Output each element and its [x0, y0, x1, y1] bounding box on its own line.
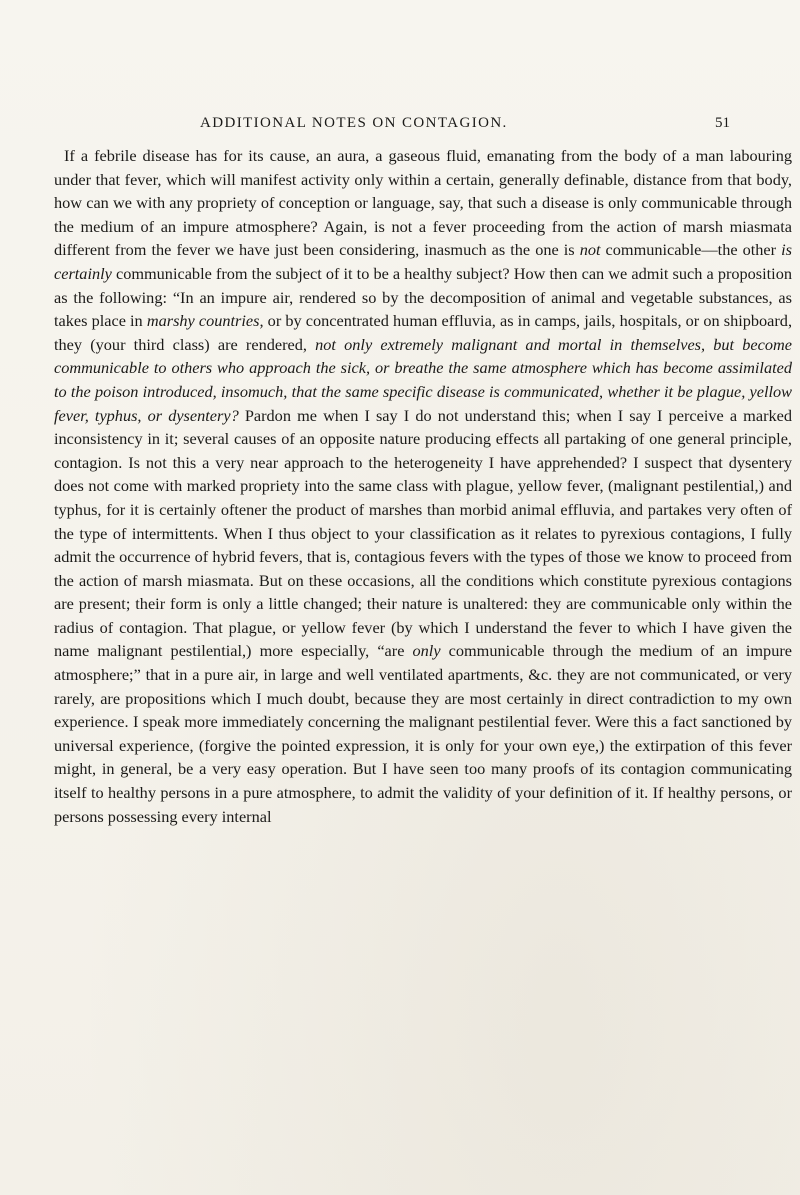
italic-text-run: marshy countries,: [146, 311, 264, 331]
italic-text-run: not only extremely malignant and mortal in themselves, but become communicable to others who approach the sick, or breathe the same atmosphere which has become assimilated to the poison introduced, insomuch, that the same specific disease is communicated, whether it be plague, yellow fever, typhus, or dysentery?: [54, 334, 792, 425]
text-run: or by concentrated human effluvia, as in camps, jails, hospitals, or on shipboard, they (your third class) are rendered,: [54, 311, 793, 354]
running-head: [200, 115, 730, 137]
text-run: communicable through the medium of an impure atmosphere;” that in a pure air, in large and well ventilated apartments, &c. they are not communicated, or very rarely, are propositions which I much doubt, because they are most certainly in direct contradiction to my own experience. I speak more immediately concerning the malignant pestilential fever. Were this a fact sanctioned by universal experience, (forgive the pointed expression, it is only for your own eye,) the extirpation of this fever might, in general, be a very easy operation. But I have seen too many proofs of its contagion communicating itself to healthy persons in a pure atmosphere, to admit the validity of your definition of it. If healthy persons, or persons possessing every internal: [54, 641, 792, 826]
italic-text-run: only: [412, 641, 441, 661]
text-run: communicable—the other: [600, 240, 782, 260]
text-run: Pardon me when I say I do not understand this; when I say I perceive a marked inconsistency in it; several causes of an opposite nature producing effects all partaking of one general principle, contagion. Is not this a very near approach to the heterogeneity I have apprehended? I suspect that dysentery does not come with marked propriety into the same class with plague, yellow fever, (malignant pestilential,) and typhus, for it is certainly oftener the product of marshes than morbid animal effluvia, and partakes very often of the type of intermittents. When I thus object to your classification as it relates to pyrexious contagions, I fully admit the occurrence of hybrid fevers, that is, contagious fevers with the types of those we know to proceed from the action of marsh miasmata. But on these occasions, all the conditions which constitute pyrexious contagions are present; their form is only a little changed; their nature is unaltered: they are communicable only within the radius of contagion. That plague, or yellow fever (by which I understand the fever to which I have given the name malignant pestilential,) more especially, “are: [54, 405, 792, 661]
text-run: If a febrile disease has for its cause, an aura, a gaseous fluid, emanating from the body of a man labouring under that fever, which will manifest activity only within a certain, generally definable, distance from that body, how can we with any propriety of conception or language, say, that such a disease is only communicable through the medium of an impure atmosphere? Again, is not a fever proceeding from the action of marsh miasmata different from the fever we have just been considering, inasmuch as the one is: [54, 146, 792, 260]
italic-text-run: is certainly: [54, 240, 792, 283]
running-title: ADDITIONAL NOTES ON CONTAGION.: [200, 115, 508, 131]
italic-text-run: not: [579, 240, 601, 260]
page-number: 51: [715, 115, 730, 131]
body-paragraph: [54, 144, 792, 828]
text-run: communicable from the subject of it to be a healthy subject? How then can we admit such a proposition as the following: “In an impure air, rendered so by the decomposition of animal and vegetable substances, as takes place in: [54, 263, 792, 331]
